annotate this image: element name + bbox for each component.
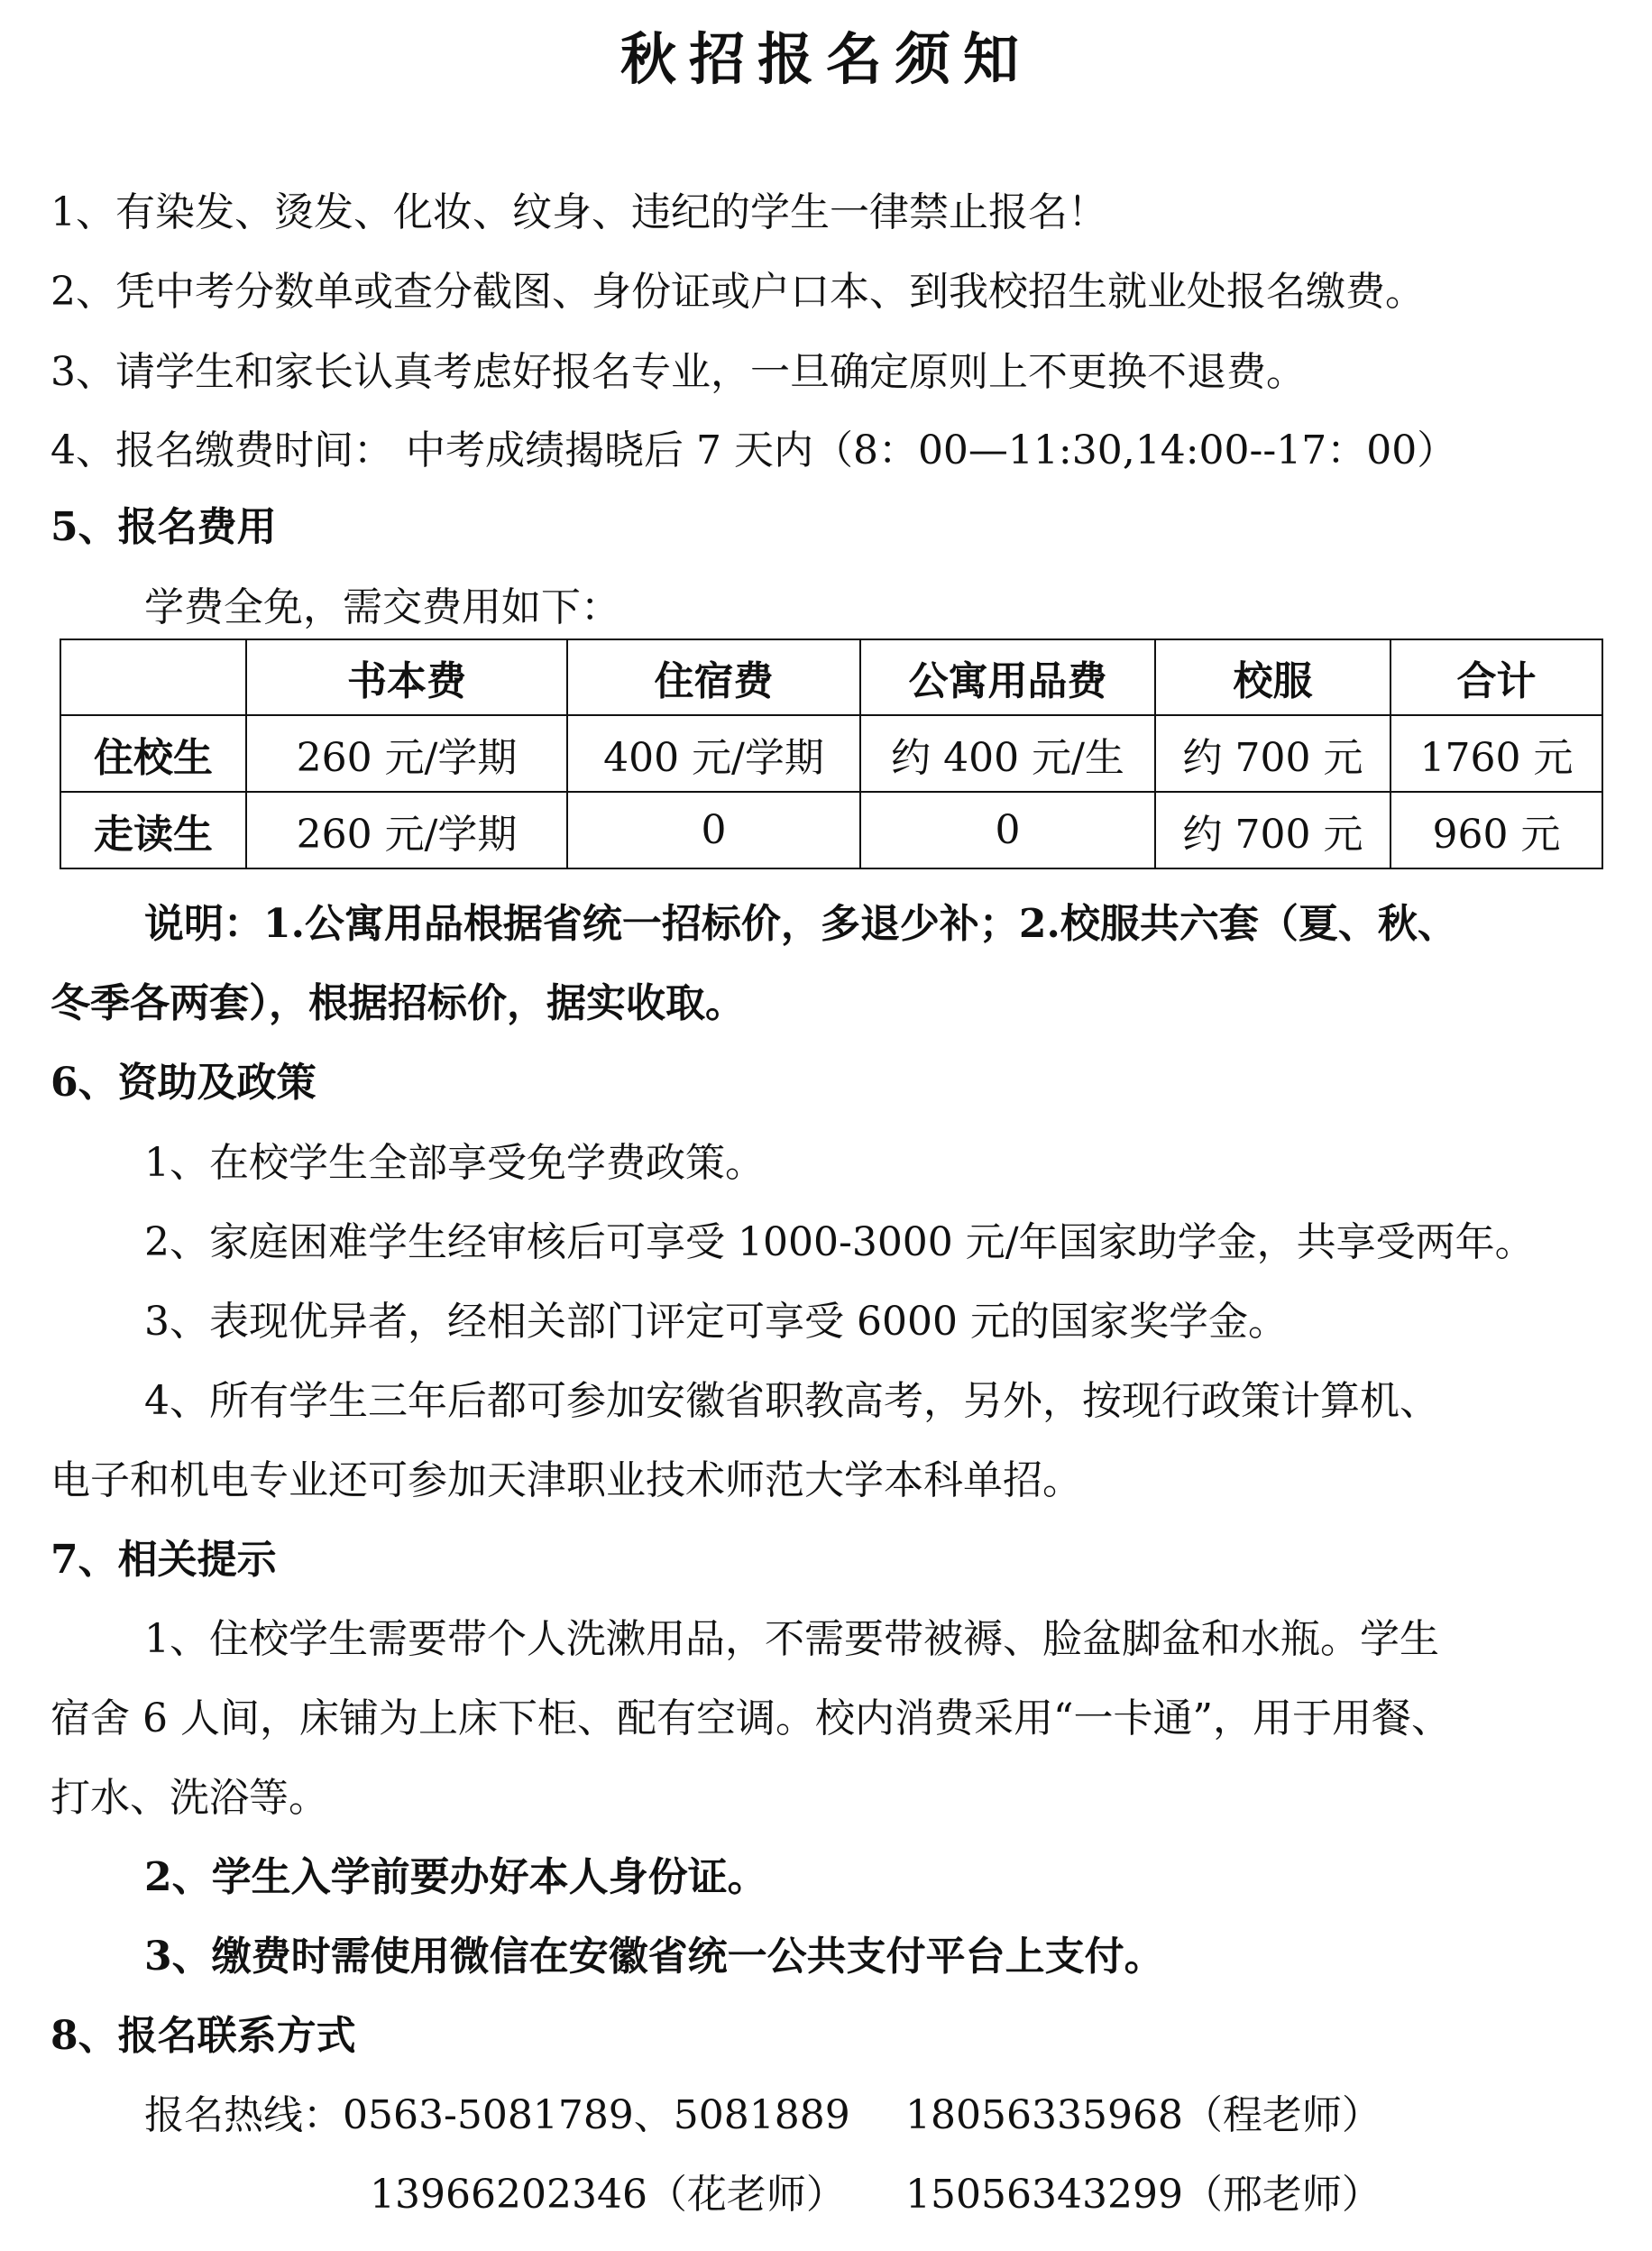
- table-cell: 0: [567, 792, 860, 868]
- table-cell: 约 400 元/生: [860, 715, 1155, 792]
- contact-hotline: 报名热线：0563-5081789、5081889: [144, 2092, 850, 2138]
- table-cell: 260 元/学期: [246, 715, 567, 792]
- contact-phone-xing: 15056343299（邢老师）: [905, 2172, 1381, 2218]
- rule-3: 3、请学生和家长认真考虑好报名专业，一旦确定原则上不更换不退费。: [50, 349, 1306, 395]
- fees-table: [60, 639, 1603, 869]
- policy-line-5: 电子和机电专业还可参加天津职业技术师范大学本科单招。: [50, 1457, 1082, 1503]
- table-row: [60, 715, 1602, 792]
- table-cell: 260 元/学期: [246, 792, 567, 868]
- table-header-cell: 合计: [1390, 639, 1602, 715]
- table-header-cell: 公寓用品费: [860, 639, 1155, 715]
- table-cell: 约 700 元: [1155, 715, 1390, 792]
- table-cell: 960 元: [1390, 792, 1602, 868]
- policy-line-3: 3、表现优异者，经相关部门评定可享受 6000 元的国家奖学金。: [144, 1299, 1288, 1345]
- table-header-row: [60, 639, 1602, 715]
- tips-heading: 7、相关提示: [50, 1537, 277, 1583]
- rule-1: 1、有染发、烫发、化妆、纹身、违纪的学生一律禁止报名！: [50, 189, 1107, 235]
- table-cell: 400 元/学期: [567, 715, 860, 792]
- fees-heading: 5、报名费用: [50, 504, 277, 550]
- rule-4: 4、报名缴费时间： 中考成绩揭晓后 7 天内（8：00—11:30,14:00--17：00）: [50, 427, 1457, 473]
- policy-line-4: 4、所有学生三年后都可参加安徽省职教高考，另外，按现行政策计算机、: [144, 1378, 1439, 1424]
- table-header-cell: [60, 639, 246, 715]
- table-header-cell: 书本费: [246, 639, 567, 715]
- table-cell: 1760 元: [1390, 715, 1602, 792]
- fees-note-line-2: 冬季各两套），根据招标价，据实收取。: [50, 980, 745, 1026]
- rule-2: 2、凭中考分数单或查分截图、身份证或户口本、到我校招生就业处报名缴费。: [50, 269, 1425, 315]
- table-row-label: 走读生: [60, 792, 246, 868]
- fees-intro: 学费全免，需交费用如下：: [144, 584, 620, 630]
- policy-line-2: 2、家庭困难学生经审核后可享受 1000-3000 元/年国家助学金，共享受两年。: [144, 1219, 1535, 1265]
- page-title: 秋招报名须知: [620, 26, 1032, 92]
- table-header-cell: 校服: [1155, 639, 1390, 715]
- fees-note-line-1: 说明：1.公寓用品根据省统一招标价，多退少补；2.校服共六套（夏、秋、: [144, 901, 1457, 947]
- contact-phone-cheng: 18056335968（程老师）: [905, 2092, 1381, 2138]
- table-row-label: 住校生: [60, 715, 246, 792]
- tips-line-1: 1、住校学生需要带个人洗漱用品，不需要带被褥、脸盆脚盆和水瓶。学生: [144, 1616, 1439, 1662]
- contact-phone-hua: 13966202346（花老师）: [370, 2172, 846, 2218]
- tips-line-3: 打水、洗浴等。: [50, 1775, 328, 1821]
- tips-bold-line-2: 3、缴费时需使用微信在安徽省统一公共支付平台上支付。: [144, 1934, 1164, 1980]
- tips-line-2: 宿舍 6 人间，床铺为上床下柜、配有空调。校内消费采用“一卡通”，用于用餐、: [50, 1695, 1451, 1741]
- policy-line-1: 1、在校学生全部享受免学费政策。: [144, 1140, 765, 1186]
- contact-heading: 8、报名联系方式: [50, 2013, 356, 2059]
- table-cell: 约 700 元: [1155, 792, 1390, 868]
- table-cell: 0: [860, 792, 1155, 868]
- tips-bold-line-1: 2、学生入学前要办好本人身份证。: [144, 1854, 767, 1900]
- policy-heading: 6、资助及政策: [50, 1060, 317, 1106]
- table-header-cell: 住宿费: [567, 639, 860, 715]
- table-row: [60, 792, 1602, 868]
